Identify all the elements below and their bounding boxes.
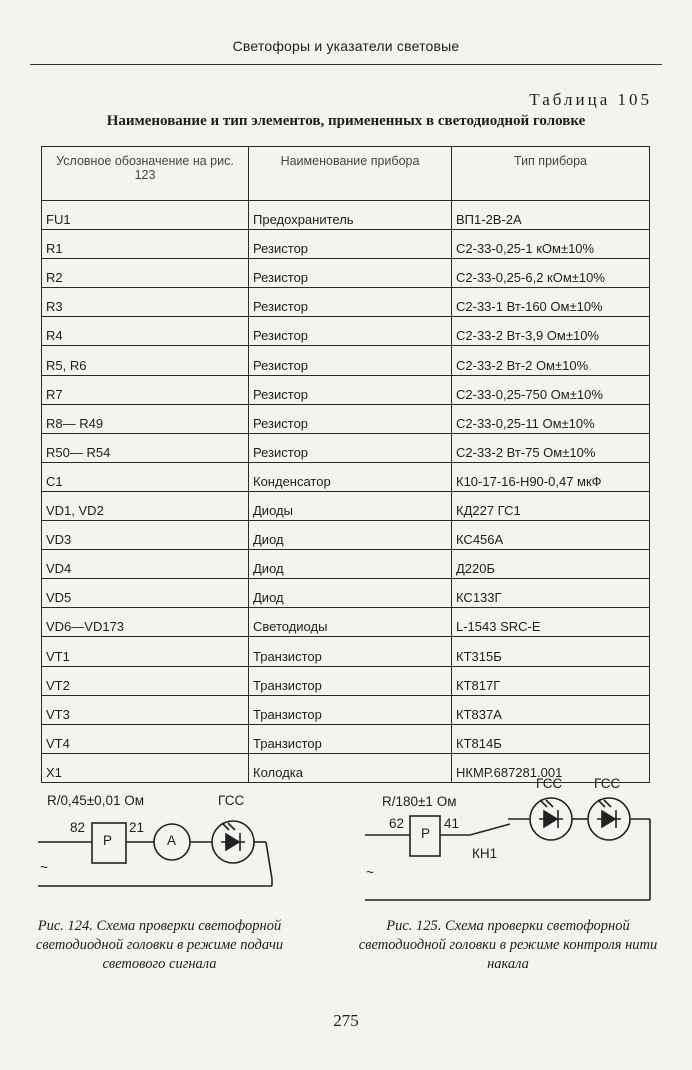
cell-designation: R2: [42, 259, 249, 288]
figure-125-caption: Рис. 125. Схема проверки светофорной светодиодной головки в режиме контроля нити накала: [358, 918, 658, 972]
cell-device-type: КТ814Б: [452, 724, 650, 753]
cell-designation: R8— R49: [42, 404, 249, 433]
cell-device-name: Диод: [249, 521, 452, 550]
cell-device-name: Резистор: [249, 259, 452, 288]
cell-device-type: L-1543 SRC-E: [452, 608, 650, 637]
fig125-switch-label: КН1: [472, 846, 498, 861]
cell-device-name: Транзистор: [249, 724, 452, 753]
table-row: [42, 230, 650, 259]
cell-device-type: ВП1-2В-2А: [452, 201, 650, 230]
cell-designation: R1: [42, 230, 249, 259]
table-row: [42, 695, 650, 724]
fig125-ac-symbol: ~: [366, 865, 374, 880]
figure-124-caption: Рис. 124. Схема проверки светофорной светодиодной головки в режиме подачи светового сигнала: [35, 918, 284, 972]
cell-device-type: КС456А: [452, 521, 650, 550]
table-row: [42, 608, 650, 637]
fig125-relay: Р: [421, 826, 431, 841]
table-row: [42, 346, 650, 375]
table-row: [42, 259, 650, 288]
cell-device-type: С2-33-0,25-11 Ом±10%: [452, 404, 650, 433]
cell-designation: VT2: [42, 666, 249, 695]
running-header: Светофоры и указатели световые: [232, 38, 460, 54]
table-row: [42, 404, 650, 433]
cell-device-type: С2-33-2 Вт-75 Ом±10%: [452, 433, 650, 462]
cell-device-name: Резистор: [249, 288, 452, 317]
cell-designation: VT1: [42, 637, 249, 666]
column-header-device-name: Наименование прибора: [249, 147, 452, 201]
fig124-ammeter: А: [167, 833, 177, 848]
fig124-relay: Р: [103, 833, 113, 848]
cell-device-name: Предохранитель: [249, 201, 452, 230]
cell-designation: VD1, VD2: [42, 491, 249, 520]
table-row: [42, 462, 650, 491]
cell-device-name: Резистор: [249, 433, 452, 462]
cell-designation: VD4: [42, 550, 249, 579]
page-number: 275: [333, 1011, 359, 1030]
figure-125-wiring: [360, 770, 660, 910]
cell-device-name: Диоды: [249, 491, 452, 520]
cell-designation: VD6—VD173: [42, 608, 249, 637]
cell-device-name: Транзистор: [249, 695, 452, 724]
cell-designation: X1: [42, 753, 249, 782]
cell-device-type: КТ837А: [452, 695, 650, 724]
table-row: [42, 666, 650, 695]
cell-device-name: Светодиоды: [249, 608, 452, 637]
cell-designation: FU1: [42, 201, 249, 230]
cell-device-name: Диод: [249, 550, 452, 579]
cell-device-type: С2-33-0,25-6,2 кОм±10%: [452, 259, 650, 288]
cell-device-name: Резистор: [249, 375, 452, 404]
table-row: [42, 521, 650, 550]
column-header-device-type: Тип прибора: [452, 147, 650, 201]
fig124-relay-out: 21: [129, 820, 145, 835]
cell-device-name: Конденсатор: [249, 462, 452, 491]
table-row: [42, 637, 650, 666]
cell-device-name: Резистор: [249, 404, 452, 433]
cell-designation: C1: [42, 462, 249, 491]
fig124-led-label: ГСС: [218, 793, 245, 808]
fig125-led2-label: ГСС: [594, 776, 621, 791]
table-body: [42, 201, 650, 783]
cell-device-type: КТ315Б: [452, 637, 650, 666]
cell-device-type: Д220Б: [452, 550, 650, 579]
fig125-relay-out: 41: [444, 816, 460, 831]
cell-device-type: С2-33-0,25-750 Ом±10%: [452, 375, 650, 404]
table-row: [42, 579, 650, 608]
components-table: [41, 146, 650, 783]
table-row: [42, 724, 650, 753]
cell-device-type: КТ817Г: [452, 666, 650, 695]
table-row: [42, 288, 650, 317]
fig125-resistance-label: R/180±1 Ом: [382, 794, 457, 809]
cell-designation: VD5: [42, 579, 249, 608]
header-rule: [30, 64, 662, 65]
cell-designation: VT3: [42, 695, 249, 724]
cell-designation: R5, R6: [42, 346, 249, 375]
cell-device-type: КС133Г: [452, 579, 650, 608]
figure-125-schematic: [360, 770, 660, 910]
cell-device-name: Колодка: [249, 753, 452, 782]
table-number: Таблица 105: [529, 90, 652, 109]
fig125-relay-in: 62: [389, 816, 405, 831]
cell-device-type: К10-17-16-Н90-0,47 мкФ: [452, 462, 650, 491]
table-row: [42, 375, 650, 404]
cell-device-type: С2-33-2 Вт-2 Ом±10%: [452, 346, 650, 375]
cell-device-name: Диод: [249, 579, 452, 608]
cell-device-name: Резистор: [249, 317, 452, 346]
cell-device-name: Транзистор: [249, 637, 452, 666]
cell-designation: VD3: [42, 521, 249, 550]
fig124-resistance-label: R/0,45±0,01 Ом: [47, 793, 144, 808]
table-row: [42, 317, 650, 346]
table-row: [42, 201, 650, 230]
cell-device-name: Резистор: [249, 230, 452, 259]
cell-designation: VT4: [42, 724, 249, 753]
table-row: [42, 550, 650, 579]
fig124-ac-symbol: ~: [40, 860, 48, 875]
cell-device-name: Резистор: [249, 346, 452, 375]
figure-124-schematic: [30, 785, 300, 905]
cell-device-name: Транзистор: [249, 666, 452, 695]
table-row: [42, 491, 650, 520]
column-header-designation: Условное обозначение на рис. 123: [42, 147, 249, 201]
fig124-relay-in: 82: [70, 820, 86, 835]
fig125-led1-label: ГСС: [536, 776, 563, 791]
cell-designation: R4: [42, 317, 249, 346]
table-row: [42, 433, 650, 462]
cell-designation: R3: [42, 288, 249, 317]
cell-designation: R50— R54: [42, 433, 249, 462]
cell-device-type: НКМР.687281.001: [452, 753, 650, 782]
cell-device-type: КД227 ГС1: [452, 491, 650, 520]
cell-device-type: С2-33-1 Вт-160 Ом±10%: [452, 288, 650, 317]
table-header-row: [42, 147, 650, 201]
cell-device-type: С2-33-0,25-1 кОм±10%: [452, 230, 650, 259]
table-title: Наименование и тип элементов, примененных в светодиодной головке: [106, 113, 586, 129]
cell-device-type: С2-33-2 Вт-3,9 Ом±10%: [452, 317, 650, 346]
cell-designation: R7: [42, 375, 249, 404]
